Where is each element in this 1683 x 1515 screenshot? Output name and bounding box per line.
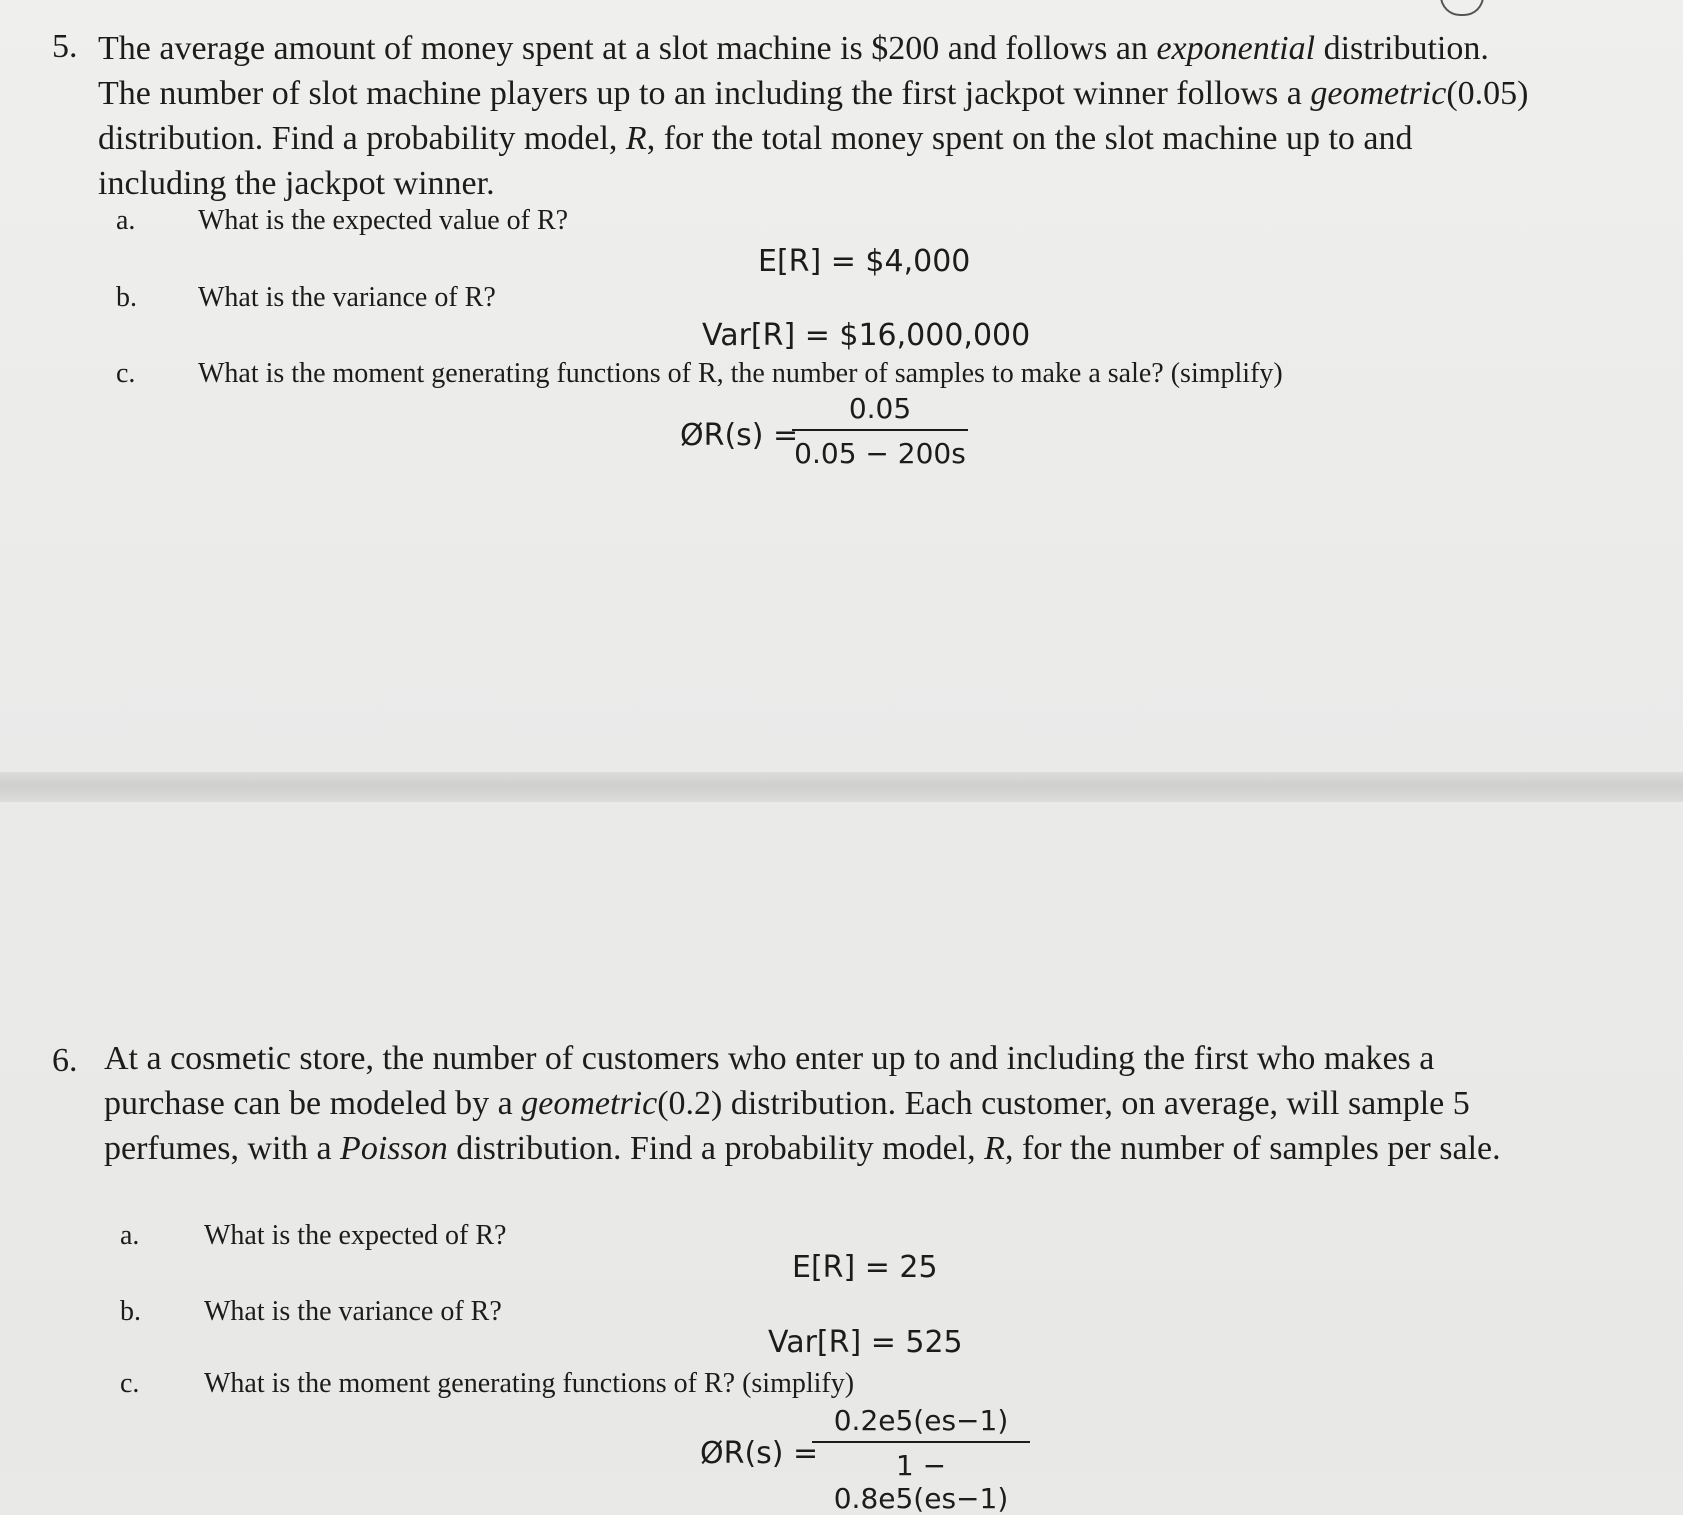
problem-6b-label: b. — [120, 1296, 141, 1327]
problem-5c-answer-fraction — [792, 392, 968, 470]
problem-5-number: 5. — [52, 28, 78, 65]
problem-5c-answer-lhs: ØR(s) = — [680, 418, 799, 453]
problem-6-stem-text-3: distribution. Find a probability model, — [447, 1130, 985, 1167]
problem-5-stem-text-2: distribution. The number of slot machine players up to an including the first jackpot winner follows a — [98, 30, 1489, 112]
page-divider — [0, 772, 1683, 802]
problem-6-stem-text-4: , for the number of samples per sale. — [1004, 1130, 1501, 1167]
pen-mark-icon — [1440, 0, 1484, 16]
problem-5-dist-geometric: geometric — [1310, 75, 1447, 112]
problem-5c-denominator: 0.05 − 200s — [794, 437, 966, 470]
problem-6a-answer: E[R] = 25 — [792, 1250, 938, 1285]
problem-6c-question: What is the moment generating functions of R? (simplify) — [204, 1368, 855, 1399]
problem-6c-answer-fraction — [812, 1404, 1030, 1515]
problem-6-dist-poisson: Poisson — [340, 1130, 448, 1167]
problem-5b-answer: Var[R] = $16,000,000 — [702, 318, 1031, 353]
problem-6a-question: What is the expected of R? — [204, 1220, 507, 1251]
problem-6b-question: What is the variance of R? — [204, 1296, 502, 1327]
problem-6-stem-text-1: At a cosmetic store, the number of customers who enter up to and including the first who makes a purchase can be modeled by a — [104, 1040, 1435, 1122]
problem-6-variable: R — [984, 1130, 1005, 1167]
problem-6a-label: a. — [120, 1220, 140, 1251]
problem-5b-question: What is the variance of R? — [198, 282, 496, 313]
problem-6c-denominator: 1 − 0.8e5(es−1) — [833, 1449, 1009, 1515]
problem-5-dist-exponential: exponential — [1156, 30, 1316, 67]
problem-5-stem — [98, 26, 1538, 206]
problem-6c-numerator: 0.2e5(es−1) — [833, 1404, 1009, 1437]
problem-5-stem-text-1: The average amount of money spent at a slot machine is $200 and follows an — [98, 30, 1157, 67]
problem-5c-numerator: 0.05 — [848, 392, 912, 425]
problem-5-stem-text-3: (0.05) distribution. Find a probability model, — [98, 75, 1529, 157]
problem-5a-question: What is the expected value of R? — [198, 205, 569, 236]
problem-6-stem-text-2: (0.2) distribution. Each customer, on average, will sample 5 perfumes, with a — [104, 1085, 1470, 1167]
problem-6-stem — [104, 1036, 1524, 1171]
problem-6-number: 6. — [52, 1042, 78, 1079]
problem-5c-question: What is the moment generating functions of R, the number of samples to make a sale? (simplify) — [198, 358, 1283, 389]
problem-6c-label: c. — [120, 1368, 140, 1399]
problem-5a-label: a. — [116, 205, 136, 236]
problem-5-stem-text-4: , for the total money spent on the slot machine up to and including the jackpot winner. — [98, 120, 1413, 202]
problem-6c-answer-lhs: ØR(s) = — [700, 1436, 819, 1471]
problem-5-variable: R — [625, 120, 647, 157]
problem-5c-label: c. — [116, 358, 136, 389]
problem-5a-answer: E[R] = $4,000 — [758, 244, 971, 279]
problem-5b-label: b. — [116, 282, 137, 313]
problem-6b-answer: Var[R] = 525 — [768, 1325, 963, 1360]
problem-6-dist-geometric: geometric — [521, 1085, 658, 1122]
